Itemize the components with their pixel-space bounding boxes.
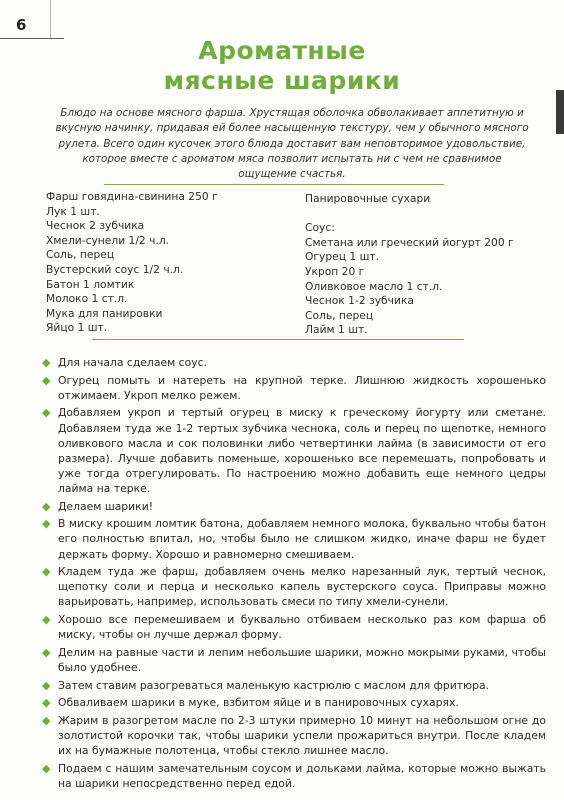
- recipe-title-line-2: мясные шарики: [163, 66, 401, 95]
- ingredient-item: Батон 1 ломтик: [46, 277, 135, 291]
- ingredient-item: Молоко 1 ст.л.: [46, 292, 128, 306]
- ingredient-item: Лайм 1 шт.: [305, 323, 368, 337]
- step-item: [38, 564, 546, 609]
- step-item: [38, 499, 546, 514]
- ingredient-item: Хмели-сунели 1/2 ч.л.: [46, 233, 170, 247]
- step-item: [38, 761, 546, 791]
- sauce-heading: Соус:: [305, 221, 335, 235]
- step-text: Хорошо все перемешиваем и буквально отбиваем несколько раз ком фарша об миску, чтобы он лучше держал форму.: [58, 613, 546, 642]
- step-text: Делим на равные части и лепим небольшие шарики, можно мокрыми руками, чтобы было удобнее.: [58, 645, 546, 674]
- ingredient-item: Сметана или греческий йогурт 200 г: [305, 235, 514, 249]
- step-item: [38, 355, 546, 370]
- step-item: [38, 695, 546, 710]
- step-text: Добавляем укроп и тертый огурец в миску к греческому йогурту или сметане. Добавляем туда же 1-2 тертых зубчика чеснока, соль и перец по щепотке, немного оливкового масла и сок половинки либо четвертинки лайма (в зависимости от его размера). Лучше добавить поменьше, хорошенько все перемешать, попробовать и уже тогда отрегулировать. По настроению можно добавить еще немного цедры лайма на терке.: [58, 406, 546, 495]
- step-item: [38, 713, 546, 758]
- ingredient-spacer: [305, 207, 514, 222]
- page-number: 6: [16, 16, 27, 34]
- step-item: [38, 373, 546, 403]
- step-text: Обваливаем шарики в муке, взбитом яйце и в панировочных сухарях.: [58, 696, 459, 710]
- recipe-title: [0, 36, 564, 96]
- bullet-icon: ◆: [42, 714, 51, 727]
- ingredient-item: Лук 1 шт.: [46, 204, 100, 218]
- step-text: В миску крошим ломтик батона, добавляем немного молока, буквально чтобы батон его полностью впитал, но, чтобы было не слишком жидко, иначе фарш не будет держать форму. Хорошо и равномерно смешиваем.: [58, 517, 546, 561]
- bullet-icon: ◆: [42, 645, 51, 659]
- recipe-title-line-1: Ароматные: [198, 36, 366, 65]
- step-item: [38, 612, 546, 642]
- ingredient-item: Соль, перец: [46, 248, 115, 262]
- bullet-icon: ◆: [42, 565, 51, 579]
- bullet-icon: ◆: [42, 517, 51, 531]
- bullet-icon: ◆: [42, 761, 51, 775]
- ingredients-right: [305, 192, 514, 338]
- step-text: Жарим в разогретом масле по 2-3 штуки примерно 10 минут на небольшом огне до золотистой корочки так, чтобы шарики успели прожариться внутри. После кладем их на бумажные полотенца, чтобы стекло лишнее масло.: [58, 714, 546, 758]
- step-text: Кладем туда же фарш, добавляем очень мелко нарезанный лук, тертый чеснок, щепотку соли и перца и несколько капель вустерского соуса. Приправы можно варьировать, например, использовать смеси по типу хмели-сунели.: [58, 565, 546, 609]
- intro-divider: [104, 184, 444, 185]
- step-item: [38, 645, 546, 675]
- step-text: Огурец помыть и натереть на крупной терке. Лишнюю жидкость хорошенько отжимаем. Укроп мелко режем.: [58, 373, 546, 402]
- steps-list: [38, 355, 546, 794]
- ingredient-item: Чеснок 1-2 зубчика: [305, 294, 414, 308]
- recipe-intro: Блюдо на основе мясного фарша. Хрустящая оболочка обволакивает аппетитную и вкусную начинку, придавая ей более насыщенную текстуру, чем у обычного мясного рулета. Всего один кусочек этого блюда доставит вам неповторимое удовольствие, которое вместе с ароматом мяса позволит испытать ни с чем не сравнимое ощущение счастья.: [55, 107, 529, 181]
- step-item: [38, 516, 546, 561]
- ingredients-divider: [92, 339, 464, 340]
- ingredient-item: Огурец 1 шт.: [305, 250, 379, 264]
- bullet-icon: ◆: [42, 356, 51, 369]
- bullet-icon: ◆: [42, 678, 51, 692]
- bullet-icon: ◆: [42, 373, 51, 387]
- step-text: Делаем шарики!: [58, 499, 154, 513]
- step-item: [38, 405, 546, 496]
- ingredient-item: Вустерский соус 1/2 ч.л.: [46, 262, 184, 276]
- bullet-icon: ◆: [42, 696, 51, 710]
- step-text: Для начала сделаем соус.: [58, 356, 207, 369]
- bullet-icon: ◆: [42, 406, 51, 420]
- ingredient-item: Укроп 20 г: [305, 264, 365, 278]
- ingredient-item: Чеснок 2 зубчика: [46, 219, 145, 233]
- ingredient-item: Яйцо 1 шт.: [46, 321, 108, 335]
- header-divider-vertical: [50, 0, 51, 38]
- ingredient-item: Фарш говядина-свинина 250 г: [46, 190, 218, 203]
- step-text: Подаем с нашим замечательным соусом и дольками лайма, которые можно выжать на шарики непосредственно перед едой.: [58, 761, 546, 790]
- ingredient-item: Мука для панировки: [46, 306, 163, 320]
- step-text: Затем ставим разогреваться маленькую кастрюлю с маслом для фритюра.: [58, 678, 490, 692]
- ingredient-item: Оливковое масло 1 ст.л.: [305, 279, 443, 293]
- ingredient-item: Соль, перец: [305, 308, 374, 322]
- step-item: [38, 678, 546, 693]
- ingredients-left: [46, 190, 218, 336]
- ingredient-item: Панировочные сухари: [305, 192, 431, 205]
- bullet-icon: ◆: [42, 613, 51, 627]
- side-tab-marker: [556, 90, 564, 134]
- bullet-icon: ◆: [42, 499, 51, 513]
